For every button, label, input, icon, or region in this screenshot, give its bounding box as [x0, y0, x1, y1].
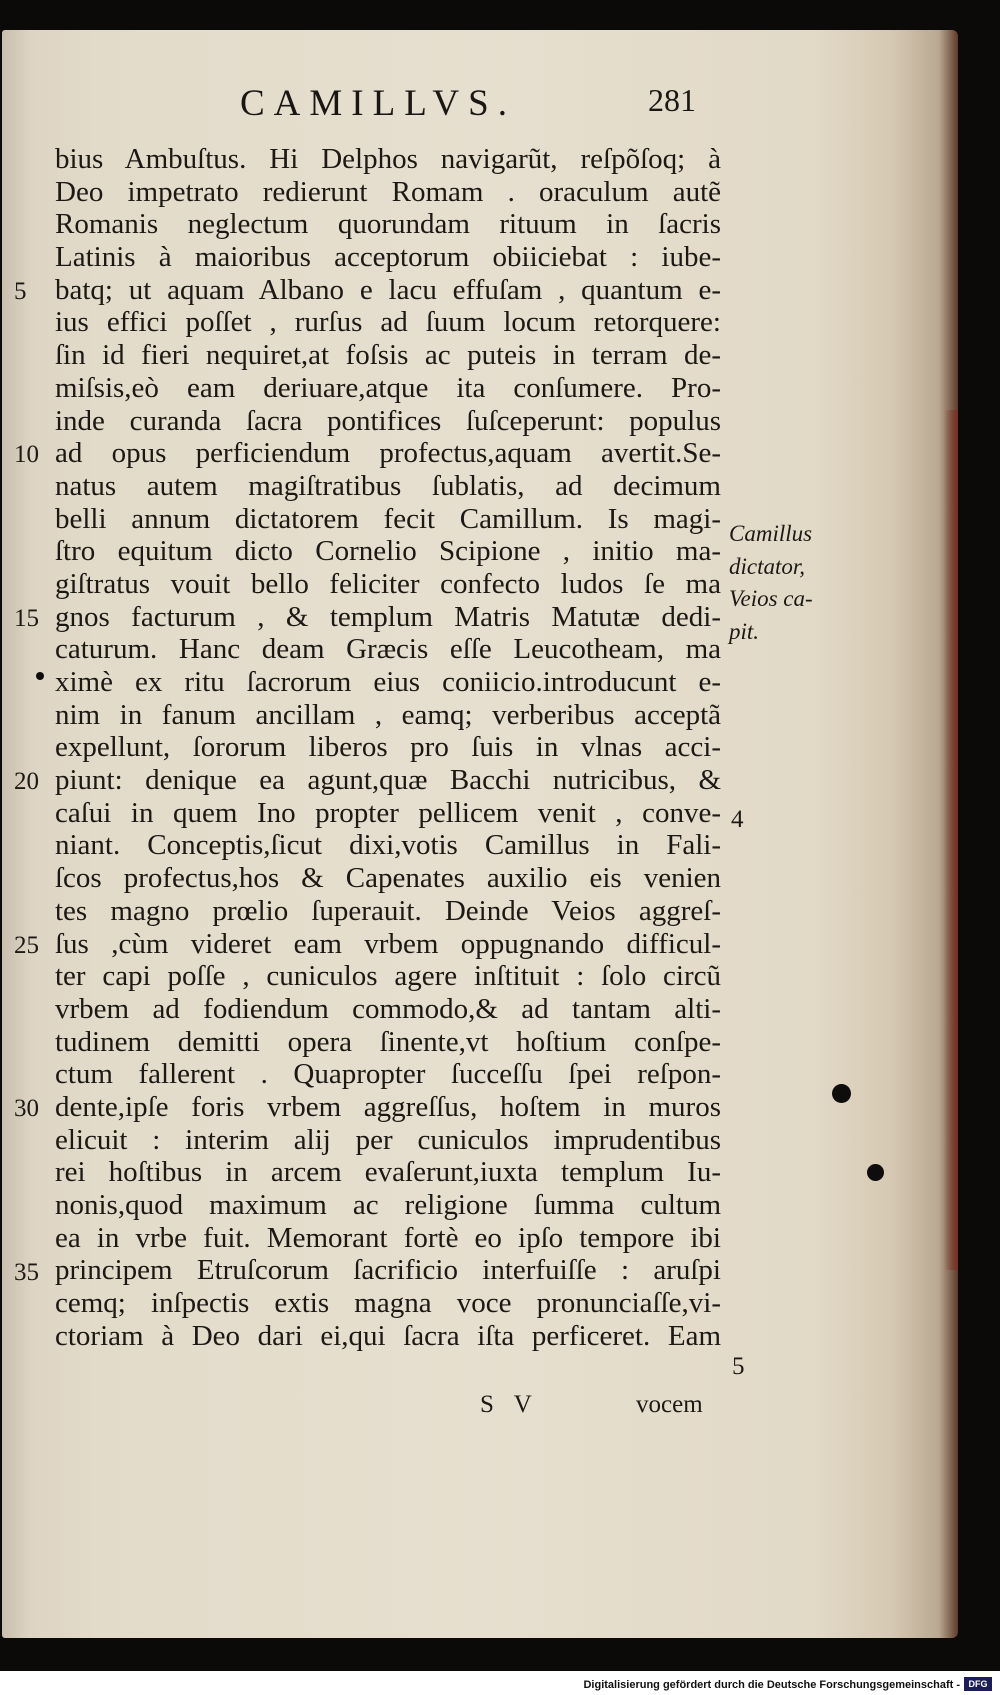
text-line: ius effici poſſet , rurſus ad ſuum locum retorquere:: [55, 306, 721, 339]
dfg-logo: DFG: [964, 1677, 992, 1691]
footer-strip: [0, 1671, 1000, 1695]
text-line: caſui in quem Ino propter pellicem venit , conve-: [55, 796, 721, 829]
text-line: caturum. Hanc deam Græcis eſſe Leucotheam, ma: [55, 633, 721, 666]
text-line: Latinis à maioribus acceptorum obiiciebat : iube-: [55, 241, 721, 274]
text-line: gnos facturum , & templum Matris Matutæ dedi-: [55, 600, 721, 633]
line-number: 25: [14, 931, 39, 959]
text-line: ea in vrbe fuit. Memorant fortè eo ipſo tempore ibi: [55, 1221, 721, 1254]
text-line: natus autem magiſtratibus ſublatis, ad decimum: [55, 469, 721, 502]
text-line: tudinem demitti opera ſinente,vt hoſtium conſpe-: [55, 1025, 721, 1058]
marginal-note: [729, 518, 813, 648]
text-line: miſsis,eò eam deriuare,atque ita conſumere. Pro-: [55, 371, 721, 404]
line-number: 20: [14, 768, 39, 796]
ink-spot: [867, 1164, 884, 1181]
main-text-block: [55, 143, 721, 1352]
text-line: bius Ambuſtus. Hi Delphos navigarũt, reſpõſoq; à: [55, 143, 721, 175]
text-line: nim in fanum ancillam , eamq; verberibus acceptã: [55, 698, 721, 731]
text-line: elicuit : interim alij per cuniculos imprudentibus: [55, 1123, 721, 1156]
catchword: vocem: [636, 1391, 703, 1418]
text-line: cemq; inſpectis extis magna voce pronunciaſſe,vi-: [55, 1287, 721, 1320]
text-line: rei hoſtibus in arcem evaſerunt,iuxta templum Iu-: [55, 1156, 721, 1189]
marginal-number: 4: [731, 806, 744, 833]
line-number: 15: [14, 604, 39, 632]
line-number: 35: [14, 1258, 39, 1286]
marginal-note-line: Camillus: [729, 521, 813, 546]
ink-spot: [832, 1084, 851, 1103]
ink-spot: [36, 672, 44, 680]
text-line: piunt: denique ea agunt,quæ Bacchi nutricibus, &: [55, 764, 721, 797]
text-line: ctoriam à Deo dari ei,qui ſacra iſta perficeret. Eam: [55, 1319, 721, 1352]
text-line: tes magno prœlio ſuperauit. Deinde Veios aggreſ-: [55, 894, 721, 927]
text-line: dente,ipſe foris vrbem aggreſſus, hoſtem in muros: [55, 1090, 721, 1123]
page-number: 281: [648, 82, 696, 118]
page-edge-stain: [944, 410, 958, 1270]
text-line: ſin id fieri nequiret,at foſsis ac puteis in terram de-: [55, 339, 721, 372]
marginal-note-line: dictator,: [729, 553, 806, 579]
text-line: ſtro equitum dicto Cornelio Scipione , initio ma-: [55, 535, 721, 568]
text-line: nonis,quod maximum ac religione ſumma cultum: [55, 1189, 721, 1221]
signature-mark: S V: [480, 1391, 532, 1418]
running-title: CAMILLVS.: [240, 83, 516, 124]
marginal-note-line: Veios ca-: [729, 586, 813, 611]
text-line: niant. Conceptis,ſicut dixi,votis Camillus in Fali-: [55, 829, 721, 862]
text-line: vrbem ad fodiendum commodo,& ad tantam alti-: [55, 992, 721, 1025]
text-line: ximè ex ritu ſacrorum eius coniicio.introducunt e-: [55, 666, 721, 698]
text-line: expellunt, ſororum liberos pro ſuis in vlnas acci-: [55, 731, 721, 764]
text-line: belli annum dictatorem fecit Camillum. Is magi-: [55, 502, 721, 535]
text-line: ſus ,cùm videret eam vrbem oppugnando difficul-: [55, 927, 721, 960]
marginal-number: 5: [732, 1353, 745, 1380]
text-line: ad opus perficiendum profectus,aquam avertit.Se-: [55, 437, 721, 470]
text-line: ctum fallerent . Quapropter ſucceſſu ſpei reſpon-: [55, 1058, 721, 1091]
text-line: Deo impetrato redierunt Romam . oraculum autẽ: [55, 175, 721, 208]
text-line: giſtratus vouit bello feliciter confecto ludos ſe ma: [55, 567, 721, 600]
line-number: 5: [14, 277, 27, 305]
footer-credit: Digitalisierung gefördert durch die Deutsche Forschungsgemeinschaft -: [583, 1679, 960, 1691]
text-line: ter capi poſſe , cuniculos agere inſtituit : ſolo circũ: [55, 960, 721, 993]
marginal-note-line: pit.: [729, 618, 760, 644]
text-line: principem Etruſcorum ſacrificio interfuiſſe : aruſpi: [55, 1254, 721, 1287]
line-number: 30: [14, 1095, 39, 1123]
text-line: inde curanda ſacra pontifices ſuſceperunt: populus: [55, 404, 721, 437]
line-number: 10: [14, 441, 39, 469]
text-line: Romanis neglectum quorundam rituum in ſacris: [55, 208, 721, 241]
text-line: ſcos profectus,hos & Capenates auxilio eis venien: [55, 862, 721, 895]
text-line: batq; ut aquam Albano e lacu effuſam , quantum e-: [55, 273, 721, 306]
